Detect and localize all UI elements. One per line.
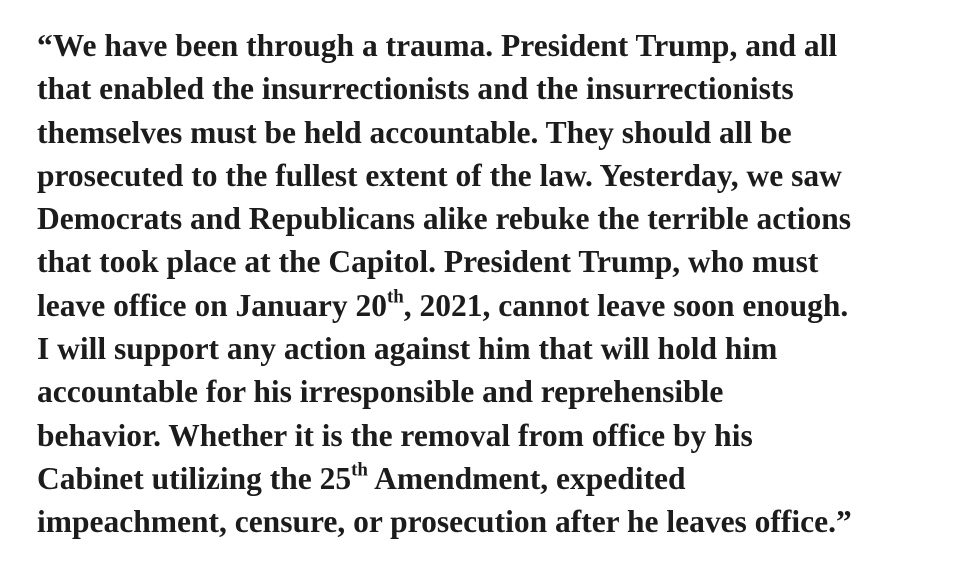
statement-line: behavior. Whether it is the removal from office by his	[37, 417, 753, 453]
line-text: Cabinet utilizing the 25	[37, 460, 352, 496]
statement-line: accountable for his irresponsible and reprehensible	[37, 374, 724, 410]
line-text: Amendment, expedited	[367, 460, 686, 496]
statement-line: themselves must be held accountable. They should all be	[37, 114, 792, 150]
statement-line	[37, 284, 967, 327]
ordinal-suffix: th	[386, 286, 404, 308]
statement-line: Democrats and Republicans alike rebuke the terrible actions	[37, 201, 852, 237]
statement-line: I will support any action against him that will hold him	[37, 331, 778, 367]
line-text: , 2021, cannot leave soon enough.	[403, 287, 849, 323]
statement-line: impeachment, censure, or prosecution after he leaves office.”	[37, 504, 852, 540]
quoted-statement	[37, 24, 967, 544]
statement-line	[37, 457, 967, 500]
statement-line: that took place at the Capitol. President Trump, who must	[37, 244, 819, 280]
statement-line: prosecuted to the fullest extent of the law. Yesterday, we saw	[37, 157, 842, 193]
ordinal-suffix: th	[351, 459, 368, 481]
line-text: leave office on January 20	[37, 287, 387, 323]
statement-line: that enabled the insurrectionists and the insurrectionists	[37, 71, 794, 107]
statement-line: “We have been through a trauma. President Trump, and all	[37, 28, 838, 63]
